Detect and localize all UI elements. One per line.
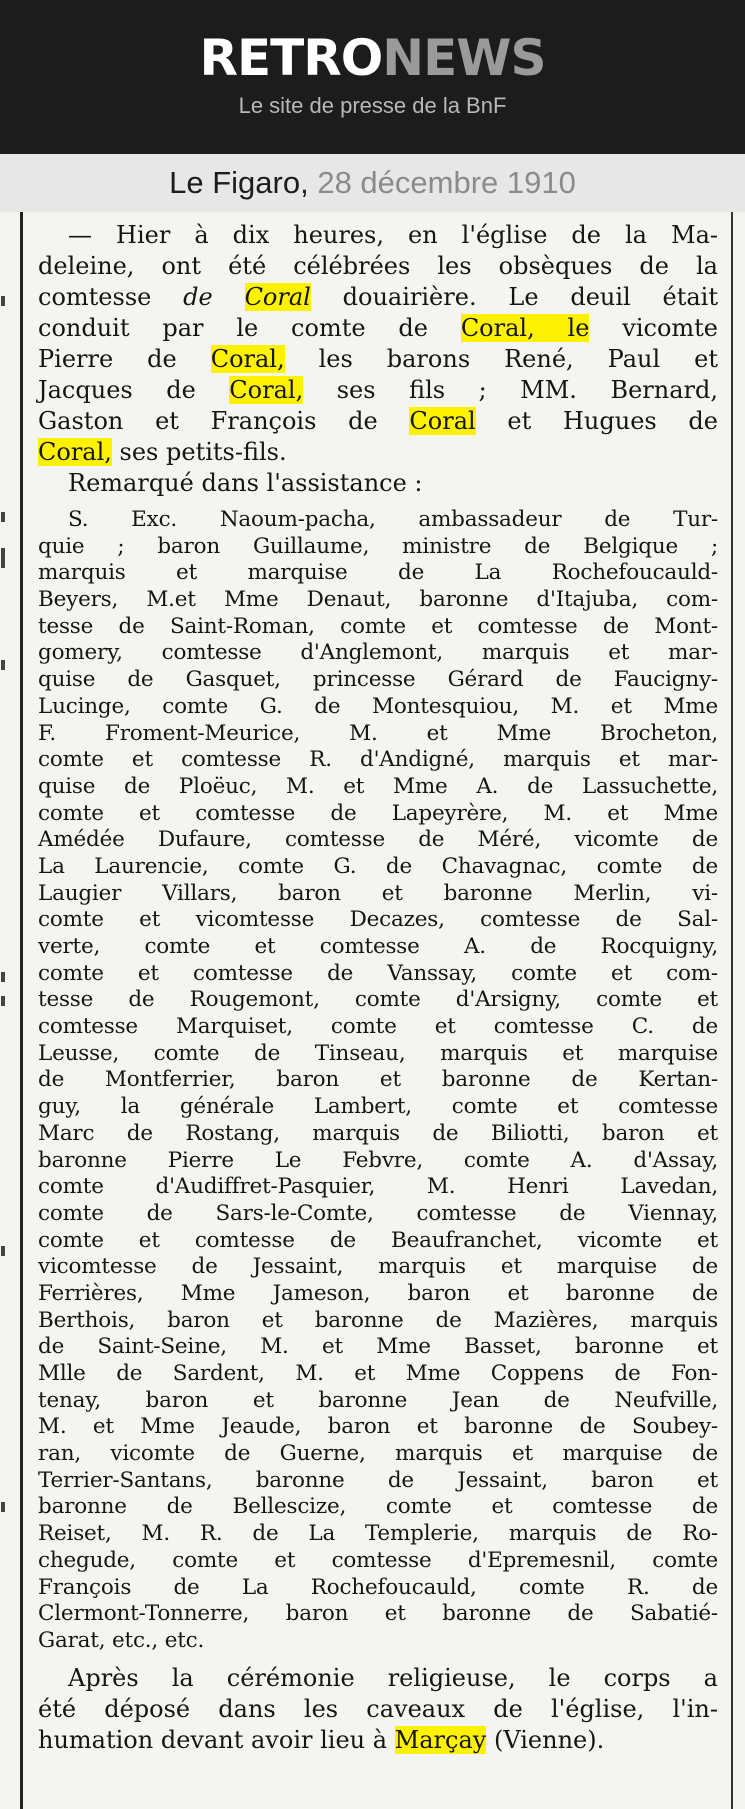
attendee-line: tenay, baron et baronne Jean de Neufville, <box>38 1387 718 1413</box>
column-rule-left <box>20 212 23 1809</box>
highlighted-term: Marçay <box>394 1725 487 1754</box>
text-line <box>38 375 718 406</box>
text-run: humation devant avoir lieu à <box>38 1725 395 1754</box>
attendance-heading: Remarqué dans l'assistance : <box>68 469 423 497</box>
attendee-line: Ferrières, Mme Jameson, baron et baronne de <box>38 1280 718 1306</box>
attendee-line: comte et comtesse de Beaufranchet, vicomte et <box>38 1227 718 1253</box>
article-text <box>38 220 718 1756</box>
highlighted-term: Coral <box>409 407 476 435</box>
attendee-line: quise de Gasquet, princesse Gérard de Faucigny- <box>38 667 718 693</box>
attendee-line: comte de Sars-le-Comte, comtesse de Viennay, <box>38 1200 718 1226</box>
text-line <box>38 1694 718 1725</box>
attendees-list <box>38 507 718 1655</box>
text-run: comtesse <box>38 283 184 311</box>
attendee-line: Garat, etc., etc. <box>38 1627 205 1653</box>
text-line <box>38 406 718 437</box>
site-tagline: Le site de presse de la BnF <box>238 93 507 118</box>
text-run: ses fils ; MM. Bernard, <box>303 376 718 404</box>
attendee-line: Clermont-Tonnerre, baron et baronne de Sabatié- <box>38 1601 718 1627</box>
text-run <box>213 283 245 311</box>
text-run: été déposé dans les caveaux de l'église, l'in- <box>38 1694 718 1723</box>
text-run: conduit par le comte de <box>38 314 461 342</box>
text-run: vicomte <box>589 314 719 342</box>
highlighted-term: Coral, <box>38 438 112 466</box>
attendee-line: Leusse, comte de Tinseau, marquis et marquise <box>38 1040 718 1066</box>
text-line <box>38 1725 718 1756</box>
attendee-line: marquis et marquise de La Rochefoucauld- <box>38 560 718 586</box>
attendee-line: comte et vicomtesse Decazes, comtesse de Sal- <box>38 907 718 933</box>
attendee-line: S. Exc. Naoum-pacha, ambassadeur de Tur- <box>68 507 718 532</box>
attendee-line: Laugier Villars, baron et baronne Merlin, vi- <box>38 880 718 906</box>
attendee-line: La Laurencie, comte G. de Chavagnac, comte de <box>38 853 718 879</box>
attendee-line: comte et comtesse R. d'Andigné, marquis et mar- <box>38 747 718 773</box>
attendee-line: tesse de Rougemont, comte d'Arsigny, comte et <box>38 987 718 1013</box>
attendee-line: Amédée Dufaure, comtesse de Méré, vicomte de <box>38 827 718 853</box>
attendee-line: de Saint-Seine, M. et Mme Basset, baronne et <box>38 1334 718 1360</box>
text-run: douairière. Le deuil était <box>310 283 719 311</box>
attendee-line: Lucinge, comte G. de Montesquiou, M. et Mme <box>38 693 718 719</box>
logo-retro: RETRO <box>199 29 383 87</box>
text-run: Après la cérémonie religieuse, le corps a <box>68 1663 718 1692</box>
text-run: deleine, ont été célébrées les obsèques de la <box>38 252 718 280</box>
attendee-line: quise de Ploëuc, M. et Mme A. de Lassuchette, <box>38 773 718 799</box>
text-line <box>38 1663 718 1694</box>
attendee-line: baronne Pierre Le Febvre, comte A. d'Assay, <box>38 1147 718 1173</box>
text-line <box>38 220 718 251</box>
attendee-line: baronne de Bellescize, comte et comtesse de <box>38 1494 718 1520</box>
logo-news: NEWS <box>382 29 546 87</box>
attendee-line: de Montferrier, baron et baronne de Kertan- <box>38 1067 718 1093</box>
text-run: Jacques de <box>38 376 230 404</box>
text-line <box>38 282 718 313</box>
paragraph-burial <box>38 1663 718 1756</box>
text-run: Pierre de <box>38 345 211 373</box>
attendee-line: comtesse Marquiset, comte et comtesse C. de <box>38 1014 718 1040</box>
text-run: les barons René, Paul et <box>284 345 718 373</box>
paragraph-obsequies <box>38 220 718 468</box>
attendee-line: Berthois, baron et baronne de Mazières, marquis <box>38 1307 718 1333</box>
highlighted-term: Coral, <box>229 376 304 404</box>
attendee-line: tesse de Saint-Roman, comte et comtesse de Mont- <box>38 613 718 639</box>
newspaper-clipping <box>0 212 745 1809</box>
text-line <box>38 313 718 344</box>
attendee-line: vicomtesse de Jessaint, marquis et marquise de <box>38 1254 718 1280</box>
retronews-logo[interactable] <box>0 30 745 86</box>
margin-ticks <box>0 212 8 1809</box>
text-run: — Hier à dix heures, en l'église de la Ma- <box>68 221 718 249</box>
attendee-line: ran, vicomte de Guerne, marquis et marquise de <box>38 1441 718 1467</box>
attendee-line: comte et comtesse de Vanssay, comte et com- <box>38 960 718 986</box>
attendee-line: verte, comte et comtesse A. de Rocquigny, <box>38 934 718 959</box>
text-run: Gaston et François de <box>38 407 410 435</box>
highlighted-term: Coral <box>244 283 311 311</box>
text-line <box>38 344 718 375</box>
text-line <box>38 251 718 282</box>
attendee-line: quie ; baron Guillaume, ministre de Belgique ; <box>38 533 718 559</box>
text-run: de <box>183 283 213 311</box>
attendee-line: Marc de Rostang, marquis de Biliotti, baron et <box>38 1120 718 1146</box>
site-header <box>0 0 745 154</box>
attendee-line: Terrier-Santans, baronne de Jessaint, baron et <box>38 1467 718 1493</box>
attendee-line: comte d'Audiffret-Pasquier, M. Henri Lavedan, <box>38 1174 718 1200</box>
attendee-line: François de La Rochefoucauld, comte R. de <box>38 1574 718 1600</box>
publication-date: 28 décembre 1910 <box>317 165 576 200</box>
attendee-line: comte et comtesse de Lapeyrère, M. et Mme <box>38 800 718 826</box>
text-line <box>38 437 718 468</box>
highlighted-term: Coral, le <box>460 314 590 342</box>
attendee-line: gomery, comtesse d'Anglemont, marquis et mar- <box>38 640 718 666</box>
attendee-line: F. Froment-Meurice, M. et Mme Brocheton, <box>38 720 718 746</box>
text-run: et Hugues de <box>475 407 718 435</box>
text-run: ses petits-fils. <box>111 438 287 466</box>
attendee-line: chegude, comte et comtesse d'Epremesnil, comte <box>38 1547 718 1573</box>
source-bar <box>0 154 745 212</box>
attendee-line: guy, la générale Lambert, comte et comtesse <box>38 1094 718 1120</box>
column-rule-right <box>731 212 733 1809</box>
attendee-line: Beyers, M.et Mme Denaut, baronne d'Itajuba, com- <box>38 587 718 613</box>
highlighted-term: Coral, <box>210 345 285 373</box>
attendee-line: Reiset, M. R. de La Templerie, marquis de Ro- <box>38 1521 718 1547</box>
attendee-line: Mlle de Sardent, M. et Mme Coppens de Fon- <box>38 1361 718 1386</box>
newspaper-title: Le Figaro, <box>169 165 309 200</box>
attendee-line: M. et Mme Jeaude, baron et baronne de Soubey- <box>38 1414 718 1440</box>
text-run: (Vienne). <box>486 1725 605 1754</box>
